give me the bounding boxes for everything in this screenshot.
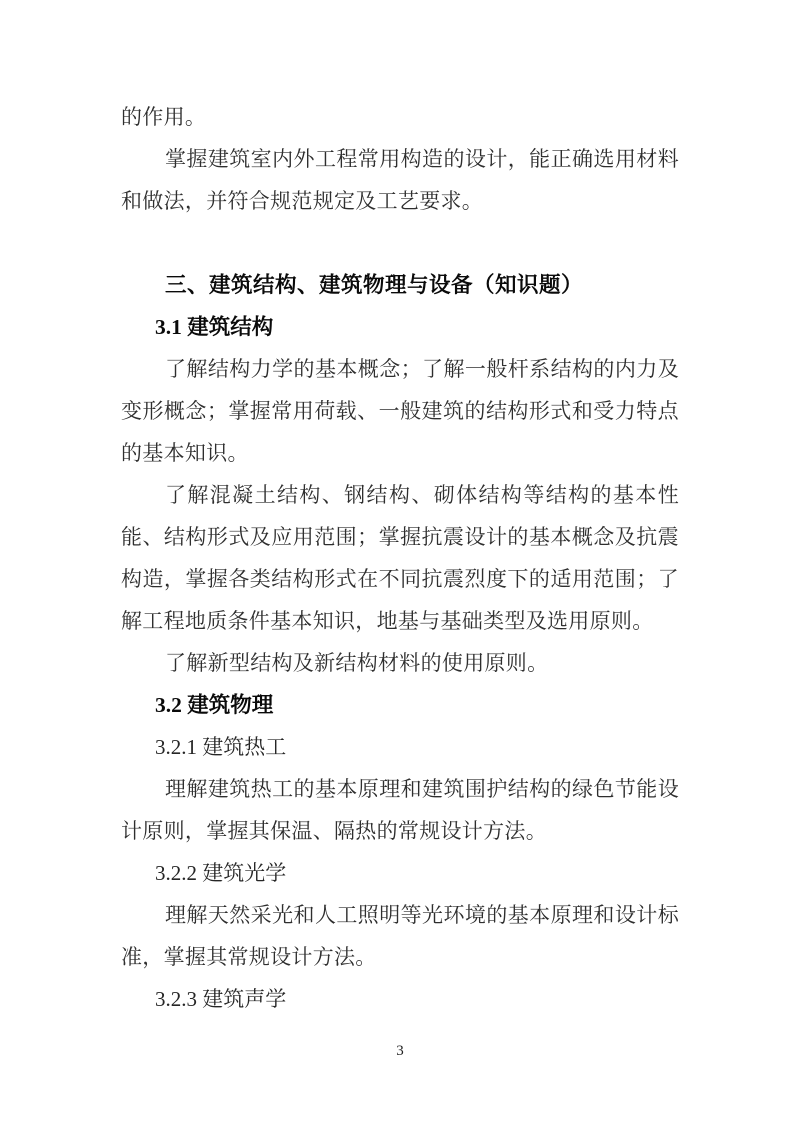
paragraph: 了解结构力学的基本概念；了解一般杆系结构的内力及变形概念；掌握常用荷载、一般建筑的结构形式和受力特点的基本知识。 (121, 357, 679, 465)
text-column (121, 96, 679, 1020)
paragraph: 掌握建筑室内外工程常用构造的设计，能正确选用材料和做法，并符合规范规定及工艺要求。 (121, 147, 679, 213)
paragraph: 了解混凝土结构、钢结构、砌体结构等结构的基本性能、结构形式及应用范围；掌握抗震设计的基本概念及抗震构造，掌握各类结构形式在不同抗震烈度下的适用范围；了解工程地质条件基本知识，地基与基础类型及选用原则。 (121, 483, 679, 633)
section-heading: 3.2 建筑物理 (155, 693, 274, 717)
paragraph: 理解建筑热工的基本原理和建筑围护结构的绿色节能设计原则，掌握其保温、隔热的常规设计方法。 (121, 777, 679, 843)
section-heading: 三、建筑结构、建筑物理与设备（知识题） (165, 273, 584, 297)
section-heading: 3.2.3 建筑声学 (155, 987, 287, 1011)
section-heading: 3.1 建筑结构 (155, 315, 274, 339)
paragraph: 理解天然采光和人工照明等光环境的基本原理和设计标准，掌握其常规设计方法。 (121, 903, 679, 969)
section-heading: 3.2.1 建筑热工 (155, 735, 287, 759)
section-heading: 3.2.2 建筑光学 (155, 861, 287, 885)
paragraph: 了解新型结构及新结构材料的使用原则。 (165, 651, 549, 675)
page-number: 3 (396, 1043, 404, 1059)
paragraph: 的作用。 (121, 105, 207, 129)
